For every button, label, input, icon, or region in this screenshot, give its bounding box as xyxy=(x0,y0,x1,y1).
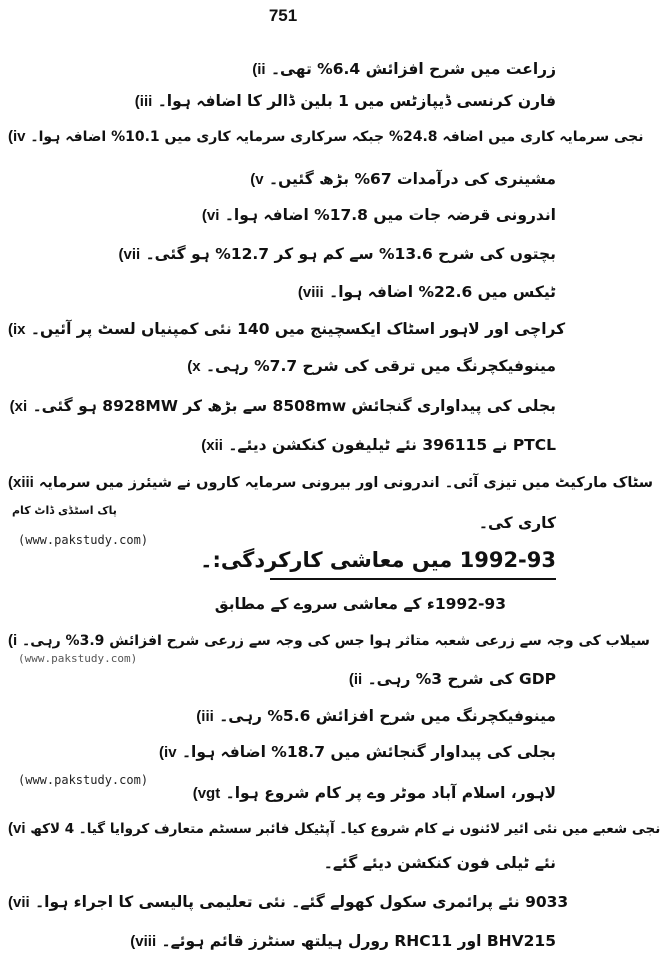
item-number: (ix xyxy=(8,321,26,338)
list-item xyxy=(8,930,556,953)
list-item xyxy=(8,891,569,914)
page-number: 751 xyxy=(268,6,298,25)
item-number: (iv xyxy=(8,128,26,145)
item-text: لاہور، اسلام آباد موٹر وے پر کام شروع ہوا۔ xyxy=(225,784,556,802)
item-number: (i xyxy=(8,632,18,649)
item-number: (vi xyxy=(8,820,26,837)
list-item xyxy=(8,434,556,457)
list-item xyxy=(8,782,556,805)
item-number: (vii xyxy=(118,246,141,263)
item-number: (x xyxy=(187,358,201,375)
item-number: (vgt xyxy=(192,785,221,802)
list-item xyxy=(8,705,556,728)
watermark-urdu: پاک اسٹڈی ڈاٹ کام xyxy=(12,504,117,517)
watermark-url: (www.pakstudy.com) xyxy=(18,773,149,787)
list-item xyxy=(8,818,660,840)
intro-text: 1992-93ء کے معاشی سروے کے مطابق xyxy=(214,595,506,613)
list-item xyxy=(8,126,644,148)
item-number: (vii xyxy=(8,894,30,911)
watermark-url: (www.pakstudy.com) xyxy=(18,652,138,665)
item-text: بجلی کی پیداواری گنجائش 8508mw سے بڑھ کر 8928MW ہو گئی۔ xyxy=(32,397,556,415)
item-text: سیلاب کی وجہ سے زرعی شعبہ متاثر ہوا جس کی وجہ سے زرعی شرح افزائش 3.9% رہی۔ xyxy=(22,633,650,649)
item-number: (v xyxy=(250,171,264,188)
item-text: سٹاک مارکیٹ میں تیزی آئی۔ اندرونی اور بیرونی سرمایہ کاروں نے شیئرز میں سرمایہ xyxy=(38,475,654,491)
item-text: مینوفیکچرنگ میں شرح افزائش 5.6% رہی۔ xyxy=(219,707,556,725)
list-item xyxy=(8,90,556,113)
item-text: کراچی اور لاہور اسٹاک ایکسچینج میں 140 نئی کمپنیاں لسٹ پر آئیں۔ xyxy=(30,320,566,338)
item-number: (xi xyxy=(9,398,28,415)
item-text: نجی شعبے میں نئی ائیر لائنوں نے کام شروع کیا۔ آپٹیکل فائبر سسٹم متعارف کروایا گیا۔ 4 لاکھ xyxy=(30,821,660,837)
section-heading: 1992-93 میں معاشی کارکردگی:۔ xyxy=(200,548,556,572)
list-item xyxy=(8,472,654,494)
list-item xyxy=(8,355,556,378)
item-number: (viii xyxy=(130,933,157,950)
item-number: (xii xyxy=(201,437,223,454)
list-item-continuation: کاری کی۔ xyxy=(478,514,556,532)
item-number: (iii xyxy=(196,708,214,725)
item-number: (ii xyxy=(348,671,363,688)
item-text: GDP کی شرح 3% رہی۔ xyxy=(367,670,556,688)
list-item xyxy=(8,168,556,191)
item-number: (xiii xyxy=(8,474,34,491)
item-text: بچتوں کی شرح 13.6% سے کم ہو کر 12.7% ہو گئی۔ xyxy=(145,245,556,263)
item-text: مینوفیکچرنگ میں ترقی کی شرح 7.7% رہی۔ xyxy=(205,357,556,375)
list-item xyxy=(8,204,556,227)
item-number: (ii xyxy=(252,61,266,78)
item-text: 9033 نئے پرائمری سکول کھولے گئے۔ نئی تعلیمی پالیسی کا اجراء ہوا۔ xyxy=(35,893,569,911)
item-text: بجلی کی پیداوار گنجائش میں 18.7% اضافہ ہوا۔ xyxy=(181,743,556,761)
list-item xyxy=(8,58,556,81)
list-item xyxy=(8,630,650,652)
heading-underline xyxy=(270,578,556,580)
watermark-url: (www.pakstudy.com) xyxy=(18,533,149,547)
item-number: (iii xyxy=(134,93,153,110)
item-text: فارن کرنسی ڈیپازٹس میں 1 بلین ڈالر کا اضافہ ہوا۔ xyxy=(157,92,556,110)
item-number: (viii xyxy=(297,284,324,301)
list-item-continuation: نئے ٹیلی فون کنکشن دیئے گئے۔ xyxy=(323,854,556,872)
item-number: (iv xyxy=(159,744,177,761)
item-text: اندرونی قرضہ جات میں 17.8% اضافہ ہوا۔ xyxy=(224,206,556,224)
item-text: نجی سرمایہ کاری میں اضافہ 24.8% جبکہ سرکاری سرمایہ کاری میں 10.1% اضافہ ہوا۔ xyxy=(30,129,644,145)
item-number: (vi xyxy=(201,207,220,224)
list-item xyxy=(8,281,556,304)
item-text: ٹیکس میں 22.6% اضافہ ہوا۔ xyxy=(329,283,556,301)
list-item xyxy=(8,318,566,341)
item-text: زراعت میں شرح افزائش 6.4% تھی۔ xyxy=(270,60,556,78)
item-text: PTCL نے 396115 نئے ٹیلیفون کنکشن دیئے۔ xyxy=(228,436,556,454)
item-text: BHV215 اور RHC11 رورل ہیلتھ سنٹرز قائم ہوئے۔ xyxy=(161,932,556,950)
list-item xyxy=(8,243,556,266)
list-item xyxy=(8,395,556,418)
item-text: مشینری کی درآمدات 67% بڑھ گئیں۔ xyxy=(269,170,556,188)
list-item xyxy=(8,741,556,764)
list-item xyxy=(8,668,556,691)
